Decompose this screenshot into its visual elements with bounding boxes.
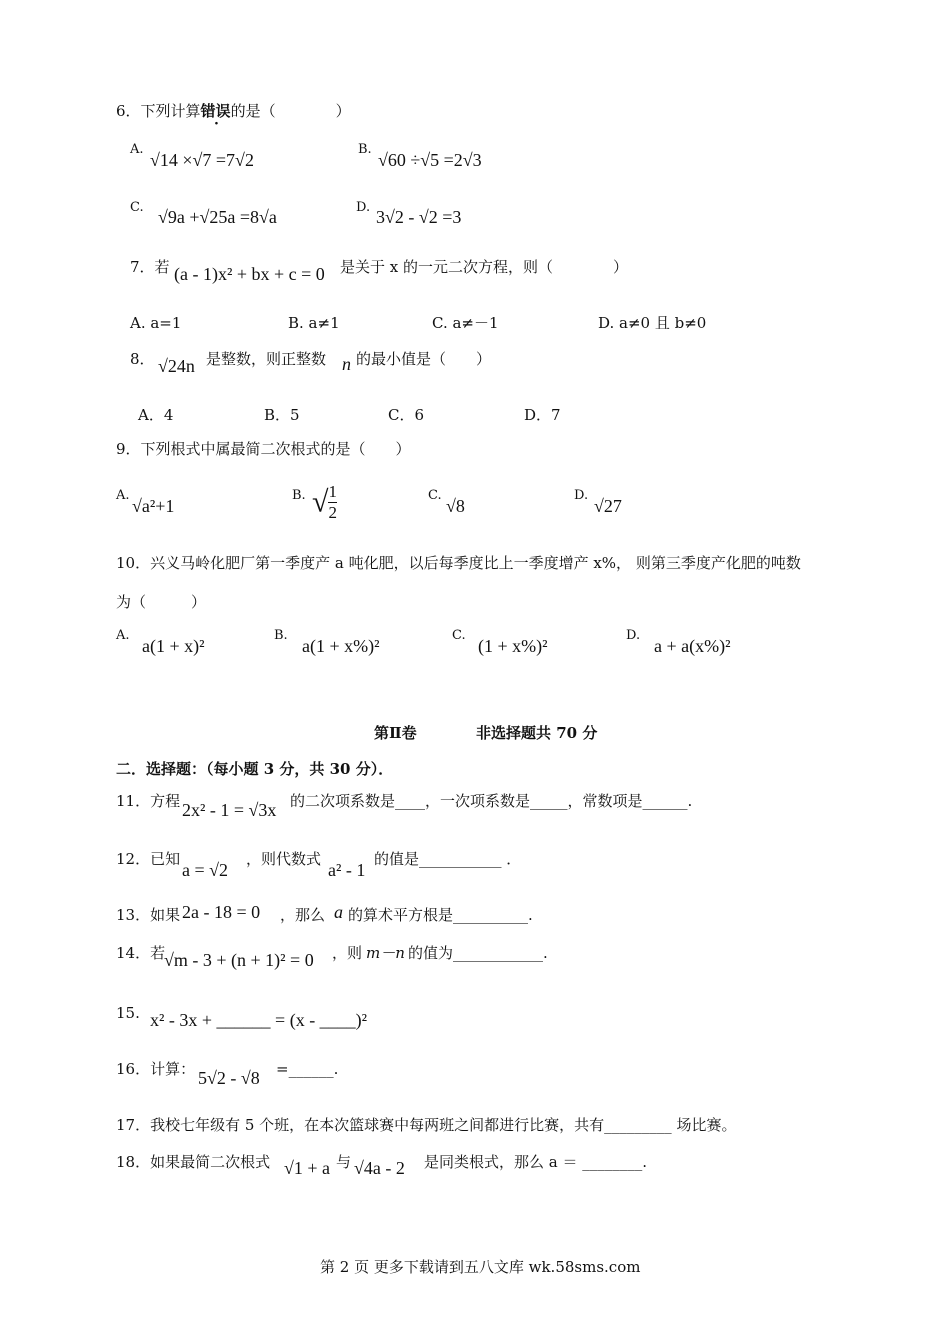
section-2-title: 二．选择题：（每小题 3 分，共 30 分）． [116, 760, 394, 778]
question-12-expr1: a = √2 [182, 860, 229, 880]
question-13-stem: 13．如果 [116, 906, 181, 924]
fraction-denominator: 2 [328, 503, 337, 522]
q6-option-c-label: C. [130, 200, 144, 215]
question-11-tail: 的二次项系数是____，一次项系数是_____，常数项是______. [290, 792, 693, 810]
q8-option-a: A．4 [138, 406, 174, 424]
q9-option-c-expr: √8 [446, 496, 465, 516]
emphasis-word: 错误 [200, 102, 231, 120]
question-18-tail: 是同类根式，那么 a ＝ ________. [424, 1153, 648, 1171]
q7-option-d: D. a≠0 且 b≠0 [598, 314, 707, 332]
q9-option-b-expr: √ $\frac{1}{2}$ [312, 482, 337, 522]
q10-option-a-expr: a(1 + x)² [142, 636, 205, 656]
question-14-expr: √m - 3 + (n + 1)² = 0 [164, 950, 314, 970]
q7-option-b: B. a≠1 [288, 314, 340, 332]
q9-option-b-label: B. [292, 488, 306, 503]
q7-option-a: A. a=1 [130, 314, 182, 332]
q10-option-b-expr: a(1 + x%)² [302, 636, 380, 656]
part-2-subtitle: 非选择题共 70 分 [476, 724, 598, 742]
q8-option-d: D．7 [524, 406, 561, 424]
question-7-tail: 是关于 x 的一元二次方程，则（ ） [340, 258, 628, 276]
question-13-tail: 的算术平方根是__________. [348, 906, 533, 924]
question-16-tail: =______. [276, 1060, 339, 1078]
q10-option-c-expr: (1 + x%)² [478, 636, 548, 656]
question-10-line2: 为（ ） [116, 593, 207, 611]
question-15-expr: x² - 3x + ______ = (x - ____)² [150, 1010, 368, 1030]
question-10-line1: 10．兴义马岭化肥厂第一季度产 a 吨化肥，以后每季度比上一季度增产 x%， 则第三季度产化肥的吨数 [116, 554, 801, 572]
question-8-expr: √24n [158, 356, 195, 376]
q8-option-c: C．6 [388, 406, 425, 424]
q9-option-d-expr: √27 [594, 496, 622, 516]
q9-option-d-label: D. [574, 488, 589, 503]
question-12-expr2: a² - 1 [328, 860, 366, 880]
question-17-text: 17．我校七年级有 5 个班，在本次篮球赛中每两班之间都进行比赛，共有_________ 场比赛。 [116, 1116, 737, 1134]
q6-option-c-expr: √9a +√25a =8√a [158, 207, 277, 227]
q10-option-d-expr: a + a(x%)² [654, 636, 731, 656]
question-18-mid: 与 [336, 1153, 352, 1171]
q6-option-b-expr: √60 ÷√5 =2√3 [378, 150, 482, 170]
page-footer: 第 2 页 更多下载请到五八文库 wk.58sms.com [320, 1258, 641, 1276]
question-15-stem: 15. [116, 1004, 140, 1022]
q6-option-b-label: B. [358, 142, 372, 157]
q8-option-b: B．5 [264, 406, 300, 424]
q9-option-a-label: A. [116, 488, 130, 503]
question-11-expr: 2x² - 1 = √3x [182, 800, 277, 820]
q10-option-a-label: A. [116, 628, 130, 643]
question-14-tail: 的值为____________. [408, 944, 548, 962]
question-12-mid: ，则代数式 [246, 850, 322, 868]
question-8-tail: 的最小值是（ ） [356, 350, 492, 368]
question-18-expr2: √4a - 2 [354, 1158, 405, 1178]
question-8-var: n [342, 354, 351, 374]
question-18-stem: 18．如果最简二次根式 [116, 1153, 271, 1171]
question-8-stem: 8． [130, 350, 155, 368]
question-9-stem: 9．下列根式中属最简二次根式的是（ ） [116, 440, 411, 458]
question-7-stem: 7．若 [130, 258, 170, 276]
question-14-stem: 14．若 [116, 944, 166, 962]
question-11-stem: 11．方程 [116, 792, 181, 810]
question-13-mid: ，那么 [280, 906, 326, 924]
question-18-expr1: √1 + a [284, 1158, 331, 1178]
question-12-stem: 12．已知 [116, 850, 181, 868]
question-8-mid: 是整数，则正整数 [206, 350, 327, 368]
question-7-expr: (a - 1)x² + bx + c = 0 [174, 264, 325, 284]
q10-option-d-label: D. [626, 628, 641, 643]
q10-option-c-label: C. [452, 628, 466, 643]
q9-option-a-expr: √a²+1 [132, 496, 175, 516]
q6-option-d-label: D. [356, 200, 371, 215]
question-13-expr: 2a - 18 = 0 [182, 902, 261, 922]
question-16-expr: 5√2 - √8 [198, 1068, 260, 1088]
question-16-stem: 16．计算： [116, 1060, 196, 1078]
q10-option-b-label: B. [274, 628, 288, 643]
question-12-tail: 的值是___________ ． [374, 850, 522, 868]
q9-option-c-label: C. [428, 488, 442, 503]
q6-option-a-label: A. [130, 142, 144, 157]
part-2-title: 第Ⅱ卷 [374, 724, 417, 742]
question-6-stem: 6．下列计算错误的是（ ） [116, 102, 351, 120]
q6-option-a-expr: √14 ×√7 =7√2 [150, 150, 254, 170]
question-14-var: m－n [366, 944, 405, 962]
fraction-numerator: 1 [328, 482, 337, 501]
question-14-mid: ，则 [332, 944, 363, 962]
question-13-var: a [334, 902, 343, 922]
q7-option-c: C. a≠－1 [432, 314, 499, 332]
q6-option-d-expr: 3√2 - √2 =3 [376, 207, 462, 227]
